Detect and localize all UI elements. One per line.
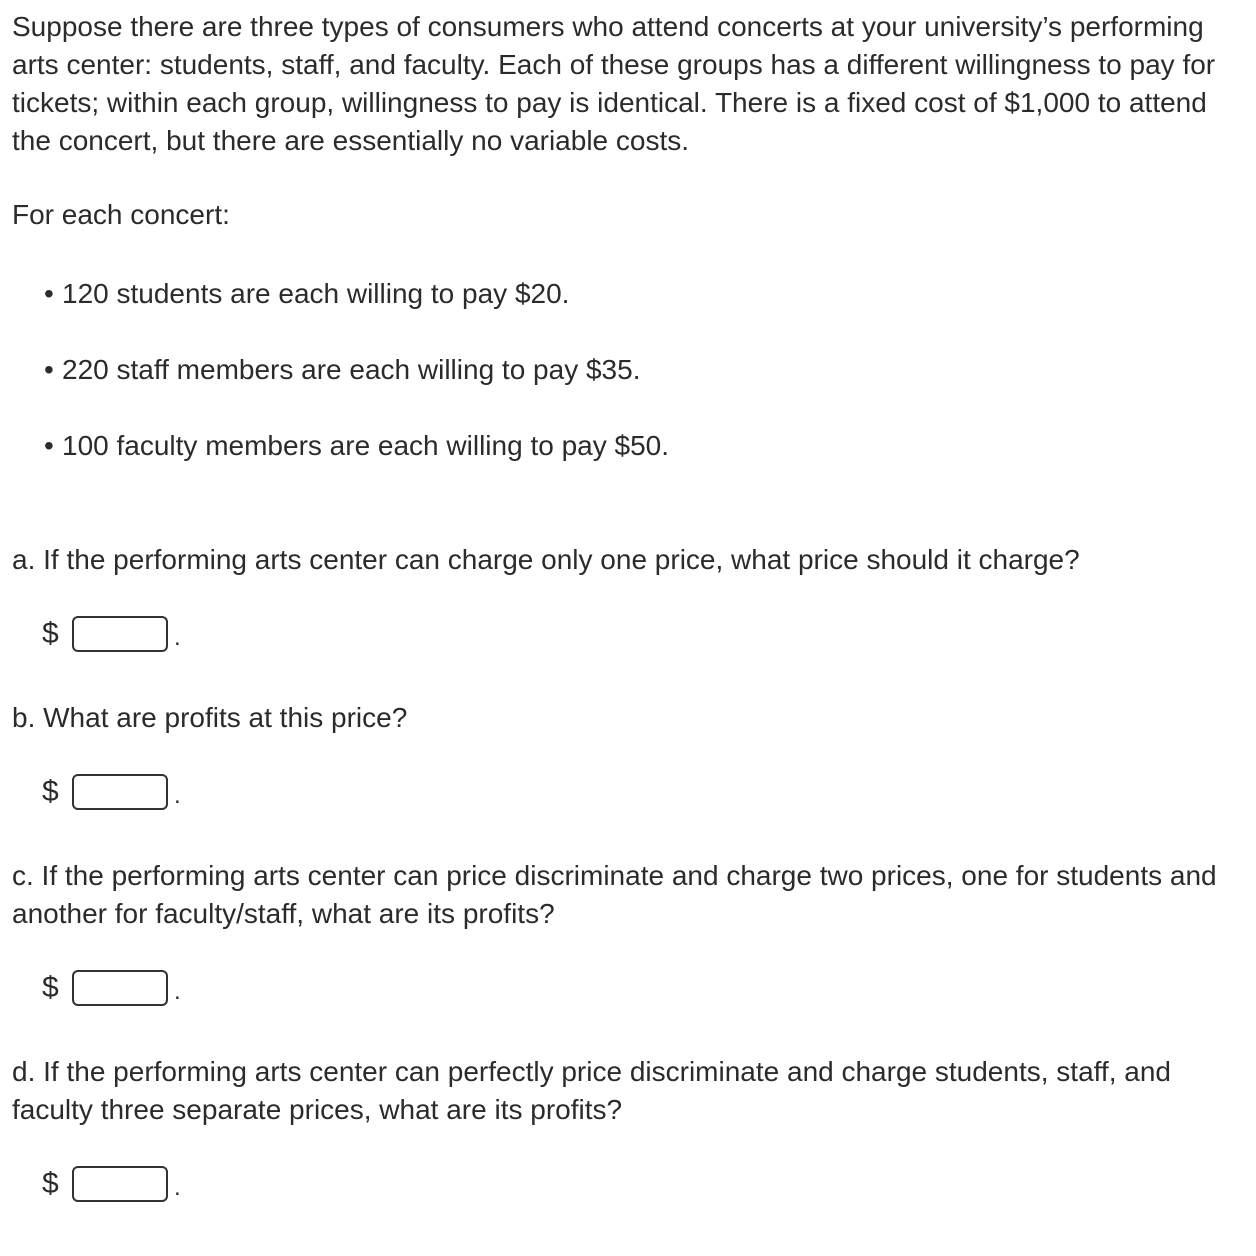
answer-row-c [42, 967, 181, 1009]
answer-row-d [42, 1163, 181, 1205]
currency-symbol: $ [42, 971, 59, 1004]
answer-suffix: . [174, 782, 181, 809]
for-each-label: For each concert: [12, 199, 230, 230]
list-item-text: 100 faculty members are each willing to pay $50. [62, 430, 669, 461]
answer-suffix: . [174, 978, 181, 1005]
answer-row-a [42, 613, 181, 655]
answer-a-input[interactable] [72, 616, 168, 652]
question-a: a. If the performing arts center can charge only one price, what price should it charge? [12, 544, 1080, 575]
question-d: d. If the performing arts center can perfectly price discriminate and charge students, staff, and faculty three separate prices, what are its profits? [12, 1056, 1171, 1125]
answer-c-input[interactable] [72, 970, 168, 1006]
answer-d-input[interactable] [72, 1166, 168, 1202]
list-item [44, 275, 569, 313]
currency-symbol: $ [42, 1167, 59, 1200]
answer-suffix: . [174, 1174, 181, 1201]
bullet-icon: • [44, 278, 54, 309]
question-b: b. What are profits at this price? [12, 702, 408, 733]
bullet-icon: • [44, 430, 54, 461]
currency-symbol: $ [42, 617, 59, 650]
intro-paragraph: Suppose there are three types of consumers who attend concerts at your university’s performing arts center: students, staff, and faculty. Each of these groups has a different willingness to pay for tickets; within each group, willingness to pay is identical. There is a fixed cost of $1,000 to attend the concert, but there are essentially no variable costs. [12, 11, 1216, 156]
list-item-text: 220 staff members are each willing to pay $35. [62, 354, 641, 385]
question-c: c. If the performing arts center can price discriminate and charge two prices, one for students and another for faculty/staff, what are its profits? [12, 860, 1217, 929]
bullet-icon: • [44, 354, 54, 385]
answer-row-b [42, 771, 181, 813]
currency-symbol: $ [42, 775, 59, 808]
answer-suffix: . [174, 624, 181, 651]
list-item [44, 427, 669, 465]
answer-b-input[interactable] [72, 774, 168, 810]
list-item [44, 351, 640, 389]
list-item-text: 120 students are each willing to pay $20. [62, 278, 570, 309]
